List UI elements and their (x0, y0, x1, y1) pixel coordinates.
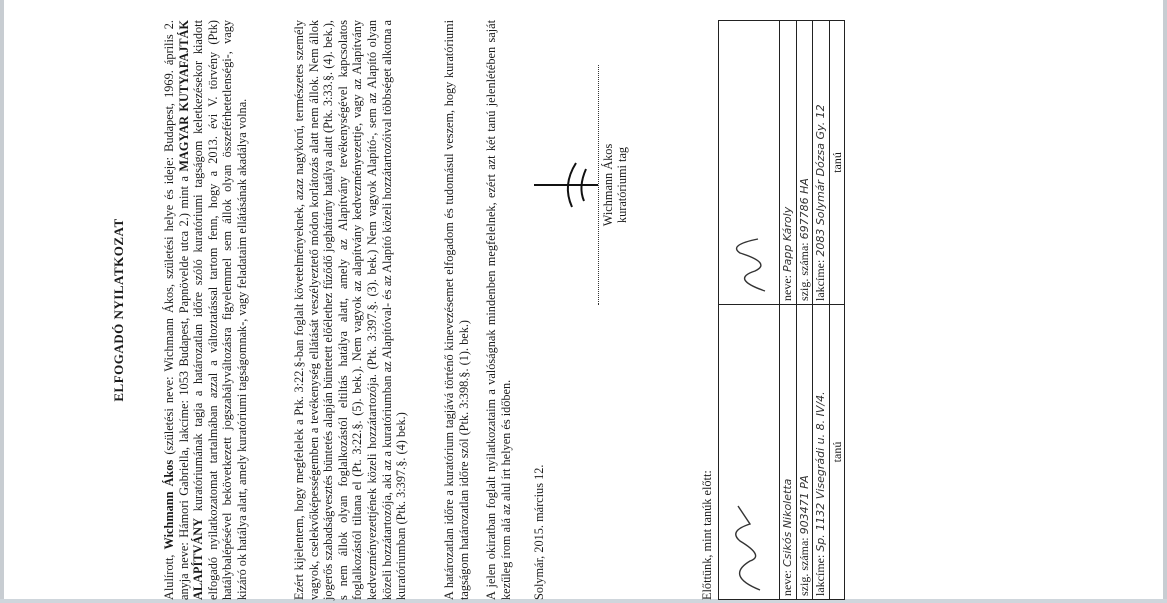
signatory-name: Wichmann Ákos (601, 143, 615, 227)
witness-2-name-cell (780, 21, 797, 305)
document-title: ELFOGADÓ NYILATKOZAT (111, 218, 126, 402)
witness-2-signature-scribble (720, 211, 775, 301)
witness-1-id-label: szig. száma: (796, 537, 811, 596)
signatory-signature (532, 155, 602, 215)
paragraph-truthfulness: A jelen okiratban foglalt nyilatkozataim a valóságnak mindenben megfelelnek, ezért azt két tanú jelenlétében saját kezűleg írom alá az alul írt helyen és időben. (484, 20, 513, 600)
witness-1-name: Csikós Nikoletta (781, 478, 794, 567)
place-date: Solymár, 2015. március 12. (532, 464, 546, 600)
witness-2-id-cell (796, 21, 813, 305)
declarant-name: Wichmann Ákos (162, 459, 176, 550)
witness-2-id: 697786 HA (797, 178, 811, 240)
witness-2-id-label: szig. száma: (796, 242, 811, 301)
signature-row (719, 21, 780, 600)
left-edge-strip (0, 0, 4, 603)
witness-1-address-cell (813, 305, 830, 600)
witnesses-table (718, 20, 845, 600)
id-row (796, 21, 813, 600)
witness-2-footer: tanú (829, 21, 845, 305)
right-edge-strip (1163, 0, 1167, 603)
p1-suffix: kuratóriumának tagja a határozatlan időre szóló kuratóriumi tagságom keletkezésekor kiadott elfogadó nyilatkozatomat tartalmában azzal a változtatással tartom fenn, hogy a 2013. évi V. törvény (Ptk) hatálybalépésével bekövetkezett jogszabályváltozásra figyelemmel sem állok olyan összeférhetetlenségi-, vagy kizáró ok hatálya alatt, amely kuratóriumi tagságomnak-, vagy feladataim ellátásának akadálya volna. (191, 20, 249, 600)
p1-middle: (születési neve: Wichmann Ákos, születési helye és ideje: Budapest, 1969. április 2. anyja neve: Hámori Gabriella, lakcíme: 1053 Budapest, Papnövelde utca 2.) mint a (162, 20, 191, 600)
witness-1-name-cell (780, 305, 797, 600)
witness-2-address-label: lakcíme: (813, 259, 828, 301)
witness-1-signature-scribble (720, 476, 775, 596)
signatory-role: kuratóriumi tag (615, 146, 629, 224)
paragraph-acceptance: A határozatlan időre a kuratórium tagjává történő kinevezésemet elfogadom és tudomásul veszem, hogy kuratóriumi tagságom határozatlan időre szól (Ptk. 3:398.§. (1). bek.) (442, 20, 471, 600)
document-sheet (112, 20, 872, 600)
witness-1-name-label: neve: (780, 570, 794, 596)
tanu-row (829, 21, 845, 600)
witness-1-signature (719, 305, 780, 600)
paragraph-requirements: Ezért kijelentem, hogy megfelelek a Ptk. 3:22.§-ban foglalt követelményeknek, azaz nagykorú, természetes személy vagyok, cselekvőképességemben a tevékenység ellátását veszélyeztető módon korlátozás alatt nem állok. Nem állok jogerős szabadságvesztés büntetés alapján büntetett előélethez fűződő joghátrány hatálya alatt (Ptk. 3:33.§. (4). bek.), s nem állok olyan foglalkozástól eltiltás hatálya alatt, amely az Alapítvány tevékenységével kapcsolatos foglalkozástól tiltana el (Pt. 3:22.§. (5). bek.). Nem vagyok az alapítvány kedvezményezettje, vagy az Alapítvány kedvezményezettjének közeli hozzátartozója. (Ptk. 3:397.§. (3). bek.) Nem vagyok Alapító-, sem az Alapító olyan közeli hozzátartozója, aki az a kuratóriumban az Alapítóval- és az Alapító közeli hozzátartozóival többséget alkotna a kuratóriumban (Ptk. 3:397.§. (4) bek.) (292, 20, 409, 600)
witness-2-signature (719, 21, 780, 305)
witness-2-name: Papp Károly (781, 206, 794, 272)
signatory-block (572, 60, 629, 310)
witness-1-id: 903471 PA (797, 475, 811, 535)
paragraph-declaration (162, 20, 250, 600)
witness-1-id-cell (796, 305, 813, 600)
witness-1-address-label: lakcíme: (813, 554, 828, 596)
witness-2-address-cell (813, 21, 830, 305)
name-row (780, 21, 797, 600)
address-row (813, 21, 830, 600)
witness-2-address: 2083 Solymár Dózsa Gy. 12 (814, 104, 828, 257)
witnesses-heading: Előttünk, mint tanúk előtt: (700, 470, 714, 600)
witness-1-footer: tanú (829, 305, 845, 600)
witness-1-address: Sp. 1132 Visegrádi u. 8. IV/4. (814, 391, 828, 552)
organization-name: MAGYAR KUTYAFAJTÁK ALAPÍTVÁNY (176, 20, 206, 600)
witness-2-name-label: neve: (780, 275, 794, 301)
p1-prefix: Alulírott, (162, 549, 176, 600)
